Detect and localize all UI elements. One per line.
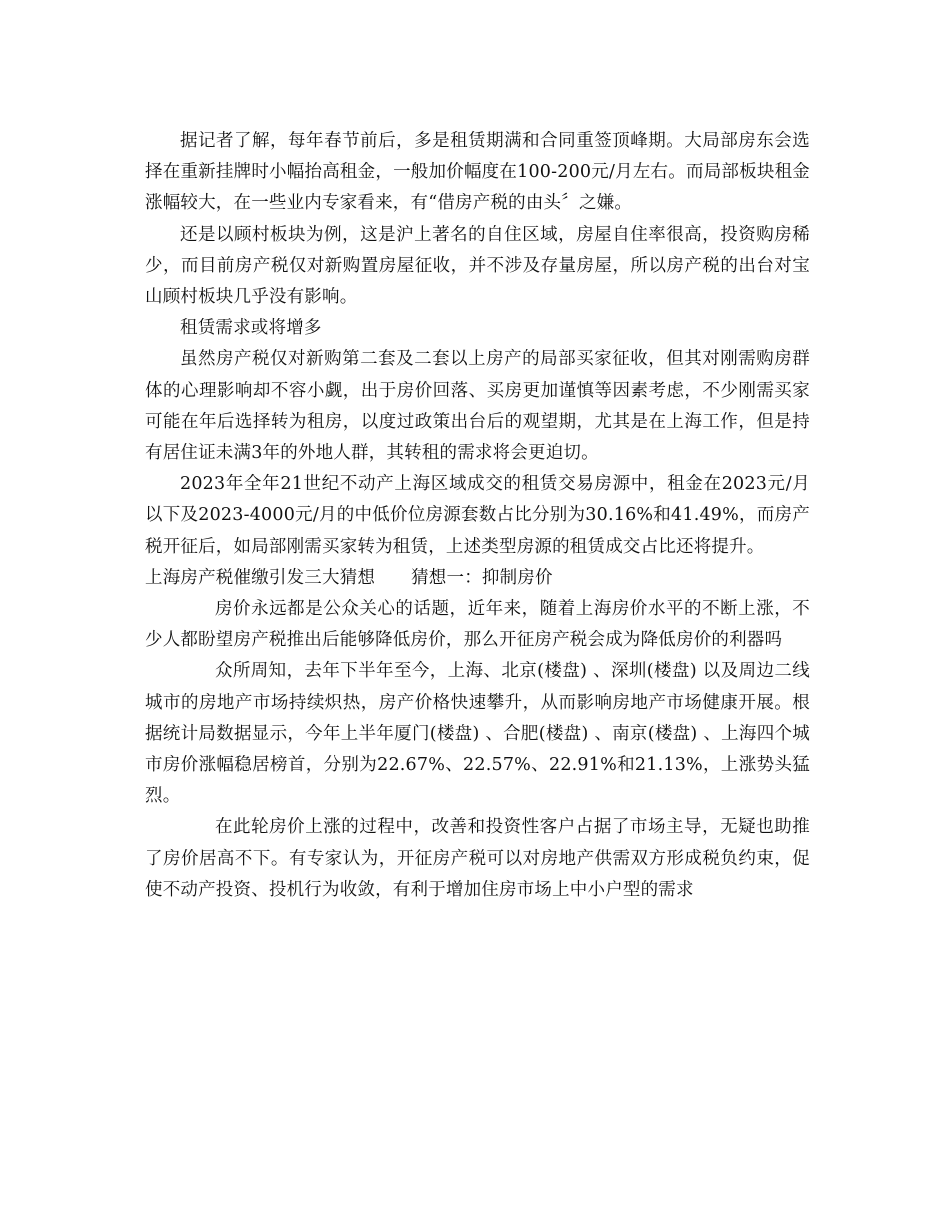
paragraph-rigid-demand: 虽然房产税仅对新购第二套及二套以上房产的局部买家征收，但其对刚需购房群体的心理影响却不容小觑，出于房价回落、买房更加谨慎等因素考虑，不少刚需买家可能在年后选择转为租房，以度过政策出台后的观望期，尤其是在上海工作，但是持有居住证未满3年的外地人群，其转租的需求将会更迫切。 [145,349,810,464]
section-heading [145,563,810,594]
paragraph-gucun-example: 还是以顾村板块为例，这是沪上著名的自住区域，房屋自住率很高，投资购房稀少，而目前房产税仅对新购置房屋征收，并不涉及存量房屋，所以房产税的出台对宝山顾村板块几乎没有影响。 [145,224,810,308]
document-body [145,126,810,906]
heading-title: 上海房产税催缴引发三大猜想 [145,567,376,588]
paragraph-2023-statistics: 2023年全年21世纪不动产上海区域成交的租赁交易房源中，租金在2023元/月以下及2023-4000元/月的中低价位房源套数占比分别为30.16%和41.49%，而房产税开征后，如局部刚需买家转为租赁，上述类型房源的租赁成交占比还将提升。 [145,474,810,557]
section-subheading-rental-demand: 租赁需求或将增多 [180,318,322,339]
paragraph-rent-renewal: 据记者了解，每年春节前后，多是租赁期满和合同重签顶峰期。大局部房东会选择在重新挂牌时小幅抬高租金，一般加价幅度在100-200元/月左右。而局部板块租金涨幅较大，在一些业内专家看来，有“借房产税的由头〞之嫌。 [145,131,810,214]
paragraph-expert-view: 在此轮房价上涨的过程中，改善和投资性客户占据了市场主导，无疑也助推了房价居高不下。有专家认为，开征房产税可以对房地产供需双方形成税负约束，促使不动产投资、投机行为收敛，有利于增加住房市场上中小户型的需求 [145,817,810,900]
paragraph-market-heat: 众所周知，去年下半年至今，上海、北京(楼盘) 、深圳(楼盘) 以及周边二线城市的房地产市场持续炽热，房产价格快速攀升，从而影响房地产市场健康开展。根据统计局数据显示，今年上半年厦门(楼盘) 、合肥(楼盘) 、南京(楼盘) 、上海四个城市房价涨幅稳居榜首，分别为22.67%、22.57%、22.91%和21.13%，上涨势头猛烈。 [145,661,810,807]
paragraph-public-concern: 房价永远都是公众关心的话题，近年来，随着上海房价水平的不断上涨，不少人都盼望房产税推出后能够降低房价，那么开征房产税会成为降低房价的利器吗 [145,599,810,651]
heading-guess-one: 猜想一：抑制房价 [411,567,553,588]
